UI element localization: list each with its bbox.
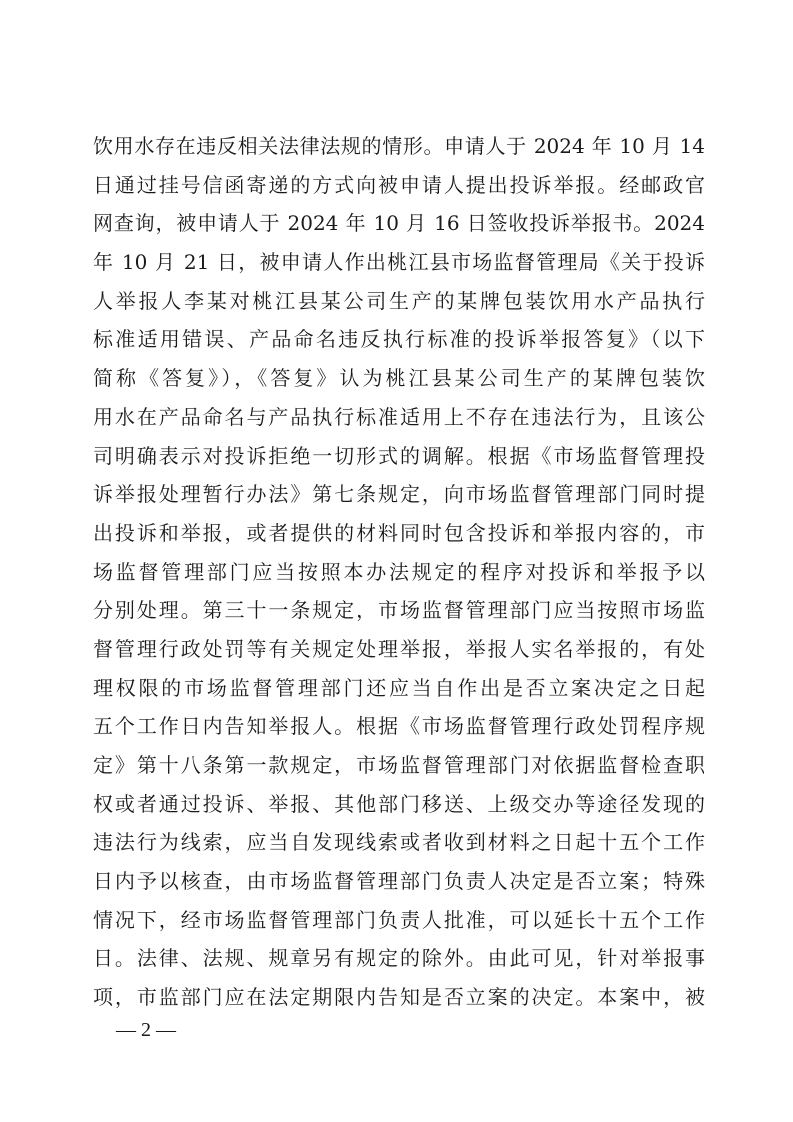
text-line: 日内予以核查，由市场监督管理部门负责人决定是否立案；特殊: [93, 869, 705, 894]
text-line: 年 10 月 21 日，被申请人作出桃江县市场监督管理局《关于投诉: [93, 250, 705, 275]
text-line: 人举报人李某对桃江县某公司生产的某牌包装饮用水产品执行: [93, 288, 705, 313]
text-line: 网查询，被申请人于 2024 年 10 月 16 日签收投诉举报书。2024: [93, 211, 705, 236]
body-text: [93, 127, 705, 1017]
text-line: 项，市监部门应在法定期限内告知是否立案的决定。本案中，被: [93, 985, 705, 1010]
text-line: 标准适用错误、产品命名违反执行标准的投诉举报答复》（以下: [93, 327, 705, 352]
text-line: 五个工作日内告知举报人。根据《市场监督管理行政处罚程序规: [93, 714, 705, 739]
text-line: 督管理行政处罚等有关规定处理举报，举报人实名举报的，有处: [93, 636, 705, 661]
text-line: 分别处理。第三十一条规定，市场监督管理部门应当按照市场监: [93, 598, 705, 623]
text-line: 用水在产品命名与产品执行标准适用上不存在违法行为，且该公: [93, 404, 705, 429]
page-number: — 2 —: [116, 1019, 176, 1041]
text-line: 诉举报处理暂行办法》第七条规定，向市场监督管理部门同时提: [93, 482, 705, 507]
text-line: 日通过挂号信函寄递的方式向被申请人提出投诉举报。经邮政官: [93, 172, 705, 197]
text-line: 日。法律、法规、规章另有规定的除外。由此可见，针对举报事: [93, 946, 705, 971]
text-line: 出投诉和举报，或者提供的材料同时包含投诉和举报内容的，市: [93, 520, 705, 545]
text-line: 理权限的市场监督管理部门还应当自作出是否立案决定之日起: [93, 675, 705, 700]
text-line: 简称《答复》），《答复》认为桃江县某公司生产的某牌包装饮: [93, 366, 705, 391]
text-line: 权或者通过投诉、举报、其他部门移送、上级交办等途径发现的: [93, 791, 705, 816]
text-line: 情况下，经市场监督管理部门负责人批准，可以延长十五个工作: [93, 907, 705, 932]
text-line: 饮用水存在违反相关法律法规的情形。申请人于 2024 年 10 月 14: [93, 134, 705, 158]
text-line: 司明确表示对投诉拒绝一切形式的调解。根据《市场监督管理投: [93, 443, 705, 468]
text-line: 定》第十八条第一款规定，市场监督管理部门对依据监督检查职: [93, 753, 705, 777]
text-line: 场监督管理部门应当按照本办法规定的程序对投诉和举报予以: [93, 559, 705, 584]
text-line: 违法行为线索，应当自发现线索或者收到材料之日起十五个工作: [93, 830, 705, 855]
